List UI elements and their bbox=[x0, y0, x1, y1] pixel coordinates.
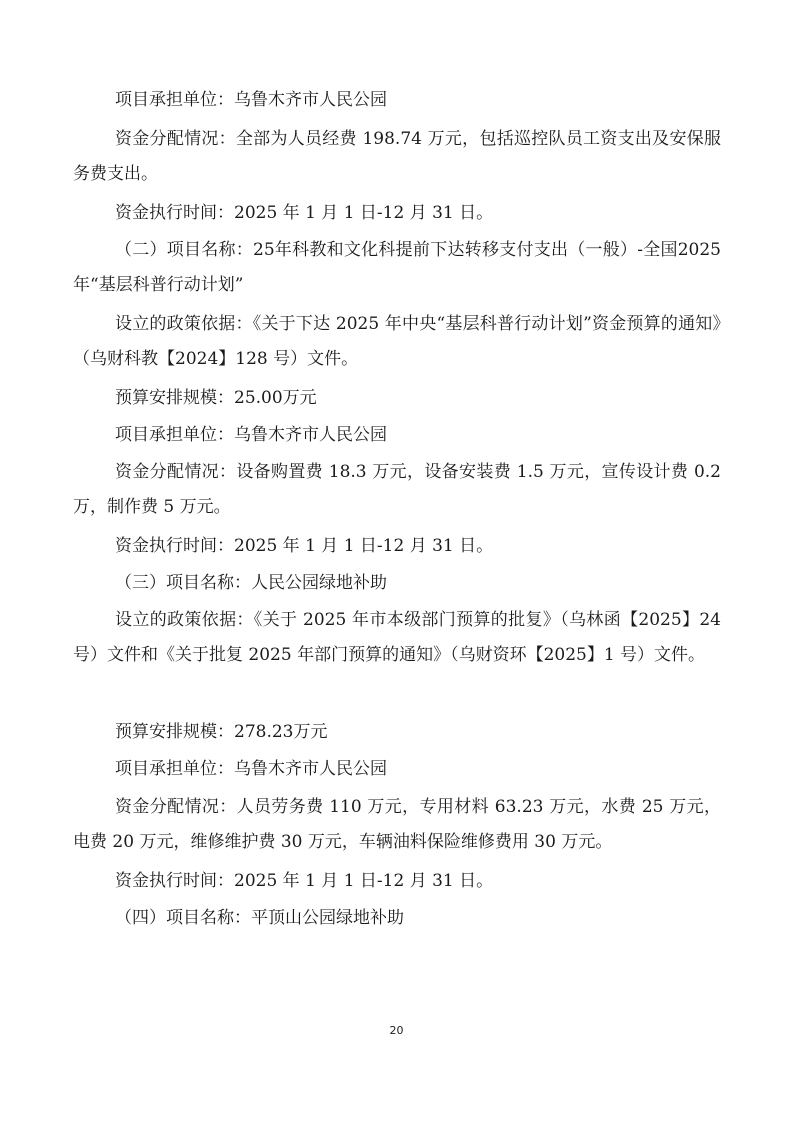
paragraph-unit-1: 项目承担单位：乌鲁木齐市人民公园 bbox=[115, 90, 387, 110]
paragraph-allocation-1: 资金分配情况：全部为人员经费 198.74 万元，包括巡控队员工资支出及安保服务费支出。 bbox=[73, 129, 721, 184]
page-number: 20 bbox=[389, 1024, 404, 1037]
paragraph-allocation-3: 资金分配情况：人员劳务费 110 万元，专用材料 63.23 万元，水费 25 万元，电费 20 万元，维修维护费 30 万元，车辆油料保险维修费用 30 万元。 bbox=[73, 797, 721, 852]
paragraph-time-2: 资金执行时间：2025 年 1 月 1 日-12 月 31 日。 bbox=[115, 536, 494, 556]
paragraph-basis-2: 设立的政策依据：《关于下达 2025 年中央“基层科普行动计划”资金预算的通知》（乌财科教【2024】128 号）文件。 bbox=[73, 314, 721, 369]
paragraph-budget-3: 预算安排规模：278.23万元 bbox=[115, 722, 328, 742]
paragraph-unit-2: 项目承担单位：乌鲁木齐市人民公园 bbox=[115, 425, 387, 445]
paragraph-allocation-2: 资金分配情况：设备购置费 18.3 万元，设备安装费 1.5 万元，宣传设计费 0.2 万，制作费 5 万元。 bbox=[73, 462, 721, 517]
paragraph-time-1: 资金执行时间：2025 年 1 月 1 日-12 月 31 日。 bbox=[115, 203, 494, 223]
paragraph-unit-3: 项目承担单位：乌鲁木齐市人民公园 bbox=[115, 759, 387, 779]
section-heading-4: （四）项目名称：平顶山公园绿地补助 bbox=[115, 908, 404, 928]
paragraph-time-3: 资金执行时间：2025 年 1 月 1 日-12 月 31 日。 bbox=[115, 871, 494, 891]
section-heading-2: （二）项目名称：25年科教和文化科提前下达转移支付支出（一般）-全国2025年“基层科普行动计划” bbox=[73, 240, 721, 295]
section-heading-3: （三）项目名称：人民公园绿地补助 bbox=[115, 573, 387, 593]
paragraph-basis-3: 设立的政策依据：《关于 2025 年市本级部门预算的批复》（乌林函【2025】24 号）文件和《关于批复 2025 年部门预算的通知》（乌财资环【2025】1 号）文件。 bbox=[73, 610, 721, 665]
paragraph-budget-2: 预算安排规模：25.00万元 bbox=[115, 388, 317, 408]
